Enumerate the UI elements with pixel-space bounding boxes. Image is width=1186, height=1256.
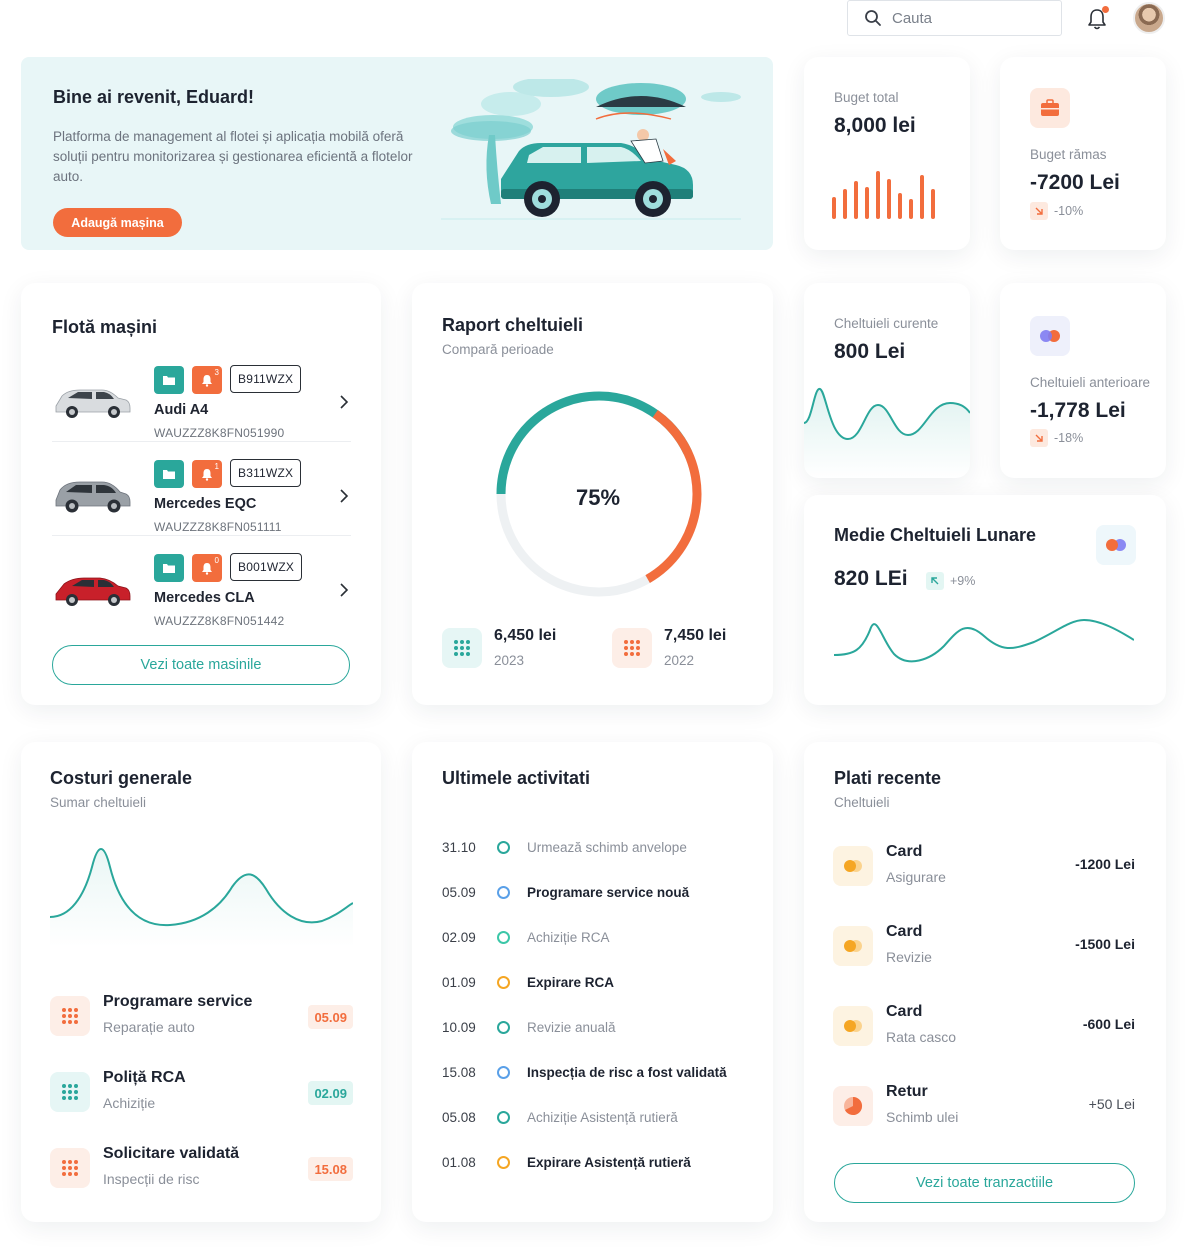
avatar[interactable] xyxy=(1133,2,1165,34)
remaining-budget-label: Buget rămas xyxy=(1030,147,1107,162)
activity-date: 10.09 xyxy=(442,1019,476,1035)
notification-count: 3 xyxy=(214,368,219,377)
card-icon xyxy=(833,1006,873,1046)
payments-title: Plati recente xyxy=(834,768,942,788)
activity-text: Achiziție Asistență rutieră xyxy=(527,1109,678,1125)
timeline-dot xyxy=(497,841,510,854)
activity-item[interactable] xyxy=(442,837,687,857)
timeline-dot xyxy=(497,931,510,944)
payment-row[interactable] xyxy=(833,843,1135,893)
bell-icon[interactable] xyxy=(192,460,222,488)
timeline-dot xyxy=(497,886,510,899)
report-value-2022: 7,450 lei xyxy=(664,627,727,644)
report-year-2023: 2023 xyxy=(494,653,525,668)
payment-subtitle: Asigurare xyxy=(886,869,946,885)
budget-bars-chart xyxy=(832,167,944,219)
welcome-title: Bine ai revenit, Eduard! xyxy=(53,87,255,107)
total-budget-label: Buget total xyxy=(834,90,899,105)
pie-chart-icon xyxy=(833,1086,873,1126)
previous-expenses-label: Cheltuieli anterioare xyxy=(1030,375,1151,390)
previous-expenses-card xyxy=(1000,283,1166,478)
payment-amount: -1500 Lei xyxy=(1075,936,1135,952)
welcome-banner xyxy=(21,57,773,250)
general-title: Costuri generale xyxy=(50,768,193,788)
toggle-circles-icon xyxy=(1096,525,1136,565)
arrow-down-icon xyxy=(1030,202,1048,220)
activity-date: 02.09 xyxy=(442,929,476,945)
report-subtitle: Compară perioade xyxy=(442,342,554,357)
search-placeholder: Cauta xyxy=(892,9,933,27)
activity-text: Programare service nouă xyxy=(527,884,690,900)
activity-item[interactable] xyxy=(442,972,614,992)
item-name: Programare service xyxy=(103,993,253,1010)
notification-count: 1 xyxy=(214,462,219,471)
activity-date: 05.09 xyxy=(442,884,476,900)
activity-item[interactable] xyxy=(442,1152,691,1172)
divider xyxy=(52,535,351,536)
payment-subtitle: Rata casco xyxy=(886,1029,957,1045)
car-name: Mercedes CLA xyxy=(154,590,255,606)
payment-row[interactable] xyxy=(833,923,1135,973)
activity-date: 31.10 xyxy=(442,839,476,855)
expense-report-card xyxy=(412,283,773,705)
report-value-2023: 6,450 lei xyxy=(494,627,557,644)
monthly-value: 820 LEi xyxy=(834,567,908,590)
activity-item[interactable] xyxy=(442,1062,727,1082)
grid-icon xyxy=(612,628,652,668)
recent-payments-card xyxy=(804,742,1166,1222)
monthly-change xyxy=(926,572,975,590)
list-item[interactable] xyxy=(50,1145,353,1195)
monthly-change-value: +9% xyxy=(950,574,976,588)
current-expenses-card xyxy=(804,283,970,478)
payment-amount: +50 Lei xyxy=(1088,1096,1135,1112)
car-vin: WAUZZZ8K8FN051990 xyxy=(154,426,285,440)
license-plate: B311WZX xyxy=(230,459,301,487)
grid-icon xyxy=(50,1072,90,1112)
grid-icon xyxy=(50,1148,90,1188)
remaining-budget-card xyxy=(1000,57,1166,250)
activity-text: Revizie anuală xyxy=(527,1019,616,1035)
activity-date: 05.08 xyxy=(442,1109,476,1125)
folder-icon[interactable] xyxy=(154,554,184,582)
car-row[interactable] xyxy=(52,450,351,536)
payment-name: Card xyxy=(886,923,923,940)
grid-icon xyxy=(442,628,482,668)
notification-dot xyxy=(1102,6,1109,13)
payments-subtitle: Cheltuieli xyxy=(834,795,890,810)
current-expenses-value: 800 Lei xyxy=(834,340,906,363)
activity-item[interactable] xyxy=(442,882,689,902)
timeline-dot xyxy=(497,976,510,989)
current-expenses-label: Cheltuieli curente xyxy=(834,316,939,331)
date-badge: 02.09 xyxy=(308,1081,353,1105)
divider xyxy=(52,441,351,442)
folder-icon[interactable] xyxy=(154,460,184,488)
activity-item[interactable] xyxy=(442,927,610,947)
donut-percent: 75% xyxy=(576,485,621,510)
license-plate: B001WZX xyxy=(230,553,302,581)
bell-icon[interactable] xyxy=(192,554,222,582)
car-row[interactable] xyxy=(52,544,351,630)
report-year-2022: 2022 xyxy=(664,653,695,668)
activity-text: Expirare RCA xyxy=(527,974,615,990)
grid-icon xyxy=(50,996,90,1036)
license-plate: B911WZX xyxy=(230,365,301,393)
activities-title: Ultimele activitati xyxy=(442,768,591,788)
date-badge: 15.08 xyxy=(308,1157,353,1181)
car-vin: WAUZZZ8K8FN051442 xyxy=(154,614,285,628)
activity-date: 01.08 xyxy=(442,1154,476,1170)
car-name: Audi A4 xyxy=(154,402,209,418)
total-budget-card xyxy=(804,57,970,250)
toggle-circles-icon xyxy=(1030,316,1070,356)
fleet-card xyxy=(21,283,381,705)
folder-icon[interactable] xyxy=(154,366,184,394)
car-image xyxy=(52,472,132,514)
arrow-up-icon xyxy=(926,572,944,590)
view-all-transactions-button[interactable]: Vezi toate tranzactiile xyxy=(834,1163,1135,1203)
activity-text: Urmează schimb anvelope xyxy=(527,839,687,855)
activity-item[interactable] xyxy=(442,1017,616,1037)
add-car-button[interactable]: Adaugă mașina xyxy=(53,208,182,237)
payment-name: Card xyxy=(886,1003,923,1020)
timeline-dot xyxy=(497,1156,510,1169)
activity-text: Inspecția de risc a fost validată xyxy=(527,1064,727,1080)
activity-date: 15.08 xyxy=(442,1064,476,1080)
list-item[interactable] xyxy=(50,1069,353,1119)
activity-date: 01.09 xyxy=(442,974,476,990)
item-name: Solicitare validată xyxy=(103,1145,240,1162)
car-image xyxy=(52,566,132,608)
chevron-right-icon[interactable] xyxy=(338,394,350,410)
previous-expenses-value: -1,778 Lei xyxy=(1030,399,1126,422)
notification-count: 0 xyxy=(214,556,219,565)
payment-row[interactable] xyxy=(833,1083,1135,1133)
list-item[interactable] xyxy=(50,993,353,1043)
activities-card xyxy=(412,742,773,1222)
general-costs-card xyxy=(21,742,381,1222)
car-row[interactable] xyxy=(52,356,351,442)
total-budget-value: 8,000 lei xyxy=(834,114,916,137)
item-subtitle: Reparație auto xyxy=(103,1019,195,1035)
car-image xyxy=(52,378,132,420)
item-subtitle: Inspecții de risc xyxy=(103,1171,200,1187)
timeline-dot xyxy=(497,1021,510,1034)
card-icon xyxy=(833,846,873,886)
current-expenses-sparkline xyxy=(804,383,970,478)
previous-expenses-change-value: -18% xyxy=(1054,431,1084,445)
activity-item[interactable] xyxy=(442,1107,678,1127)
item-subtitle: Achiziție xyxy=(103,1095,156,1111)
activity-text: Achiziție RCA xyxy=(527,929,610,945)
payment-subtitle: Revizie xyxy=(886,949,932,965)
previous-expenses-change xyxy=(1030,429,1083,447)
remaining-budget-change-value: -10% xyxy=(1054,204,1084,218)
payment-name: Retur xyxy=(886,1083,928,1100)
chevron-right-icon[interactable] xyxy=(338,582,350,598)
monthly-title: Medie Cheltuieli Lunare xyxy=(834,525,1037,545)
activity-text: Expirare Asistență rutieră xyxy=(527,1154,691,1170)
car-name: Mercedes EQC xyxy=(154,496,257,512)
item-name: Poliță RCA xyxy=(103,1069,186,1086)
card-icon xyxy=(833,926,873,966)
welcome-description: Platforma de management al flotei și aplicația mobilă oferă soluții pentru monitorizarea și gestionarea eficientă a flotelor auto. xyxy=(53,129,413,184)
payment-amount: -600 Lei xyxy=(1082,1016,1135,1032)
timeline-dot xyxy=(497,1066,510,1079)
remaining-budget-value: -7200 Lei xyxy=(1030,171,1120,194)
car-illustration xyxy=(431,79,751,229)
payment-row[interactable] xyxy=(833,1003,1135,1053)
search-input[interactable] xyxy=(847,0,1062,36)
payment-amount: -1200 Lei xyxy=(1075,856,1135,872)
general-subtitle: Sumar cheltuieli xyxy=(50,795,147,810)
briefcase-icon xyxy=(1030,88,1070,128)
bell-icon[interactable] xyxy=(192,366,222,394)
payment-name: Card xyxy=(886,843,923,860)
arrow-down-icon xyxy=(1030,429,1048,447)
general-costs-chart xyxy=(50,837,353,947)
fleet-title: Flotă mașini xyxy=(52,317,158,337)
search-icon xyxy=(864,9,882,27)
monthly-average-card xyxy=(804,495,1166,705)
timeline-dot xyxy=(497,1111,510,1124)
monthly-sparkline xyxy=(834,610,1134,670)
report-title: Raport cheltuieli xyxy=(442,315,584,335)
car-vin: WAUZZZ8K8FN051111 xyxy=(154,520,282,534)
chevron-right-icon[interactable] xyxy=(338,488,350,504)
remaining-budget-change xyxy=(1030,202,1083,220)
date-badge: 05.09 xyxy=(308,1005,353,1029)
payment-subtitle: Schimb ulei xyxy=(886,1109,959,1125)
view-all-cars-button[interactable]: Vezi toate masinile xyxy=(52,645,350,685)
